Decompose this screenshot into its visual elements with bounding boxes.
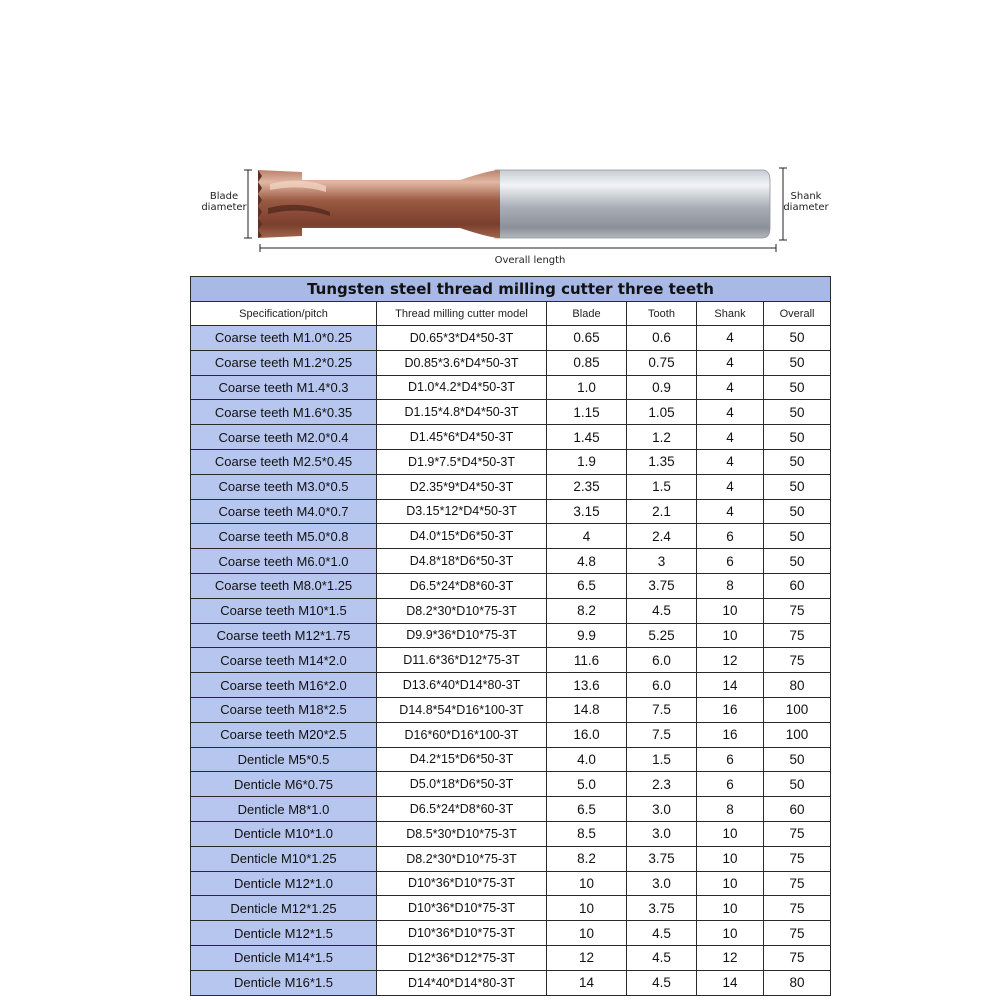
table-row (191, 499, 831, 524)
overall-cell: 50 (764, 772, 831, 797)
table-row (191, 846, 831, 871)
tooth-cell: 7.5 (627, 722, 697, 747)
blade-cell: 14.8 (547, 697, 627, 722)
spec-cell: Coarse teeth M5.0*0.8 (191, 524, 377, 549)
table-title-row (191, 277, 831, 302)
column-header-blade: Blade (547, 302, 627, 326)
tooth-cell: 3.75 (627, 896, 697, 921)
table-row (191, 400, 831, 425)
model-cell: D4.2*15*D6*50-3T (377, 747, 547, 772)
spec-cell: Denticle M16*1.5 (191, 970, 377, 995)
overall-cell: 50 (764, 326, 831, 351)
model-cell: D5.0*18*D6*50-3T (377, 772, 547, 797)
shank-cell: 10 (697, 896, 764, 921)
spec-cell: Denticle M10*1.0 (191, 821, 377, 846)
tooth-cell: 1.2 (627, 425, 697, 450)
model-cell: D10*36*D10*75-3T (377, 896, 547, 921)
shank-cell: 10 (697, 623, 764, 648)
blade-cell: 4.0 (547, 747, 627, 772)
model-cell: D8.2*30*D10*75-3T (377, 846, 547, 871)
tooth-cell: 2.3 (627, 772, 697, 797)
shank-cell: 10 (697, 871, 764, 896)
model-cell: D0.85*3.6*D4*50-3T (377, 350, 547, 375)
model-cell: D1.15*4.8*D4*50-3T (377, 400, 547, 425)
blade-cell: 0.85 (547, 350, 627, 375)
table-row (191, 797, 831, 822)
table-row (191, 871, 831, 896)
blade-cell: 6.5 (547, 797, 627, 822)
overall-cell: 75 (764, 623, 831, 648)
shank-cell: 4 (697, 425, 764, 450)
tooth-cell: 4.5 (627, 970, 697, 995)
shank-cell: 4 (697, 326, 764, 351)
spec-cell: Denticle M8*1.0 (191, 797, 377, 822)
spec-cell: Coarse teeth M20*2.5 (191, 722, 377, 747)
shank-cell: 10 (697, 821, 764, 846)
blade-cell: 10 (547, 871, 627, 896)
table-row (191, 673, 831, 698)
spec-cell: Coarse teeth M4.0*0.7 (191, 499, 377, 524)
blade-cell: 16.0 (547, 722, 627, 747)
overall-cell: 50 (764, 474, 831, 499)
shank-cell: 4 (697, 474, 764, 499)
column-header-specification: Specification/pitch (191, 302, 377, 326)
model-cell: D1.45*6*D4*50-3T (377, 425, 547, 450)
table-row (191, 598, 831, 623)
model-cell: D14.8*54*D16*100-3T (377, 697, 547, 722)
table-row (191, 772, 831, 797)
spec-cell: Coarse teeth M3.0*0.5 (191, 474, 377, 499)
spec-cell: Coarse teeth M10*1.5 (191, 598, 377, 623)
overall-cell: 75 (764, 846, 831, 871)
model-cell: D1.0*4.2*D4*50-3T (377, 375, 547, 400)
model-cell: D3.15*12*D4*50-3T (377, 499, 547, 524)
column-header-shank: Shank (697, 302, 764, 326)
blade-cell: 13.6 (547, 673, 627, 698)
model-cell: D6.5*24*D8*60-3T (377, 797, 547, 822)
overall-cell: 60 (764, 797, 831, 822)
shank-cell: 4 (697, 499, 764, 524)
blade-cell: 2.35 (547, 474, 627, 499)
table-header-row (191, 302, 831, 326)
overall-cell: 50 (764, 499, 831, 524)
overall-cell: 50 (764, 524, 831, 549)
tooth-cell: 3.0 (627, 871, 697, 896)
tooth-cell: 4.5 (627, 598, 697, 623)
model-cell: D0.65*3*D4*50-3T (377, 326, 547, 351)
blade-cell: 0.65 (547, 326, 627, 351)
spec-cell: Coarse teeth M12*1.75 (191, 623, 377, 648)
blade-diameter-label: Blade diameter (201, 191, 247, 213)
tooth-cell: 0.9 (627, 375, 697, 400)
column-header-overall: Overall (764, 302, 831, 326)
blade-cell: 5.0 (547, 772, 627, 797)
tooth-cell: 2.4 (627, 524, 697, 549)
table-row (191, 474, 831, 499)
blade-cell: 10 (547, 896, 627, 921)
table-row (191, 524, 831, 549)
overall-cell: 75 (764, 945, 831, 970)
table-title: Tungsten steel thread milling cutter three teeth (191, 277, 831, 302)
spec-cell: Coarse teeth M1.4*0.3 (191, 375, 377, 400)
shank-cell: 4 (697, 350, 764, 375)
spec-cell: Denticle M12*1.0 (191, 871, 377, 896)
tooth-cell: 6.0 (627, 673, 697, 698)
overall-cell: 50 (764, 400, 831, 425)
overall-cell: 50 (764, 549, 831, 574)
spec-cell: Denticle M12*1.5 (191, 921, 377, 946)
table-row (191, 697, 831, 722)
model-cell: D8.2*30*D10*75-3T (377, 598, 547, 623)
overall-cell: 50 (764, 747, 831, 772)
model-cell: D12*36*D12*75-3T (377, 945, 547, 970)
spec-cell: Denticle M5*0.5 (191, 747, 377, 772)
overall-cell: 50 (764, 449, 831, 474)
overall-cell: 75 (764, 648, 831, 673)
shank-cell: 10 (697, 921, 764, 946)
model-cell: D4.0*15*D6*50-3T (377, 524, 547, 549)
overall-cell: 50 (764, 425, 831, 450)
spec-cell: Coarse teeth M16*2.0 (191, 673, 377, 698)
table-row (191, 648, 831, 673)
column-header-tooth: Tooth (627, 302, 697, 326)
shank-cell: 6 (697, 772, 764, 797)
tooth-cell: 4.5 (627, 945, 697, 970)
tooth-cell: 0.75 (627, 350, 697, 375)
table-body (191, 326, 831, 996)
table-row (191, 970, 831, 995)
blade-cell: 8.5 (547, 821, 627, 846)
table-row (191, 821, 831, 846)
shank-cell: 10 (697, 598, 764, 623)
spec-cell: Denticle M10*1.25 (191, 846, 377, 871)
spec-cell: Coarse teeth M1.2*0.25 (191, 350, 377, 375)
spec-cell: Coarse teeth M2.0*0.4 (191, 425, 377, 450)
tooth-cell: 4.5 (627, 921, 697, 946)
table-row (191, 425, 831, 450)
blade-cell: 11.6 (547, 648, 627, 673)
overall-cell: 80 (764, 673, 831, 698)
model-cell: D10*36*D10*75-3T (377, 871, 547, 896)
shank-cell: 6 (697, 524, 764, 549)
tooth-cell: 6.0 (627, 648, 697, 673)
shank-cell: 6 (697, 549, 764, 574)
shank-cell: 10 (697, 846, 764, 871)
overall-cell: 75 (764, 896, 831, 921)
blade-cell: 1.0 (547, 375, 627, 400)
table-row (191, 350, 831, 375)
overall-cell: 100 (764, 697, 831, 722)
blade-cell: 10 (547, 921, 627, 946)
table-row (191, 747, 831, 772)
model-cell: D4.8*18*D6*50-3T (377, 549, 547, 574)
spec-cell: Coarse teeth M14*2.0 (191, 648, 377, 673)
overall-cell: 75 (764, 821, 831, 846)
model-cell: D14*40*D14*80-3T (377, 970, 547, 995)
tooth-cell: 3.0 (627, 797, 697, 822)
tooth-cell: 7.5 (627, 697, 697, 722)
shank-cell: 16 (697, 697, 764, 722)
model-cell: D8.5*30*D10*75-3T (377, 821, 547, 846)
tooth-cell: 3.75 (627, 573, 697, 598)
blade-cell: 14 (547, 970, 627, 995)
blade-cell: 12 (547, 945, 627, 970)
tool-diagram (0, 150, 1000, 275)
specification-table (190, 276, 831, 996)
model-cell: D6.5*24*D8*60-3T (377, 573, 547, 598)
spec-cell: Coarse teeth M18*2.5 (191, 697, 377, 722)
tooth-cell: 0.6 (627, 326, 697, 351)
blade-cell: 1.9 (547, 449, 627, 474)
model-cell: D1.9*7.5*D4*50-3T (377, 449, 547, 474)
overall-length-label: Overall length (494, 255, 566, 266)
column-header-model: Thread milling cutter model (377, 302, 547, 326)
shank-cell: 14 (697, 970, 764, 995)
spec-cell: Denticle M6*0.75 (191, 772, 377, 797)
tooth-cell: 5.25 (627, 623, 697, 648)
shank-cell: 8 (697, 573, 764, 598)
tooth-cell: 1.5 (627, 747, 697, 772)
spec-cell: Coarse teeth M2.5*0.45 (191, 449, 377, 474)
spec-cell: Coarse teeth M6.0*1.0 (191, 549, 377, 574)
spec-cell: Denticle M14*1.5 (191, 945, 377, 970)
model-cell: D11.6*36*D12*75-3T (377, 648, 547, 673)
overall-cell: 75 (764, 598, 831, 623)
spec-cell: Coarse teeth M1.6*0.35 (191, 400, 377, 425)
model-cell: D9.9*36*D10*75-3T (377, 623, 547, 648)
model-cell: D16*60*D16*100-3T (377, 722, 547, 747)
spec-cell: Coarse teeth M8.0*1.25 (191, 573, 377, 598)
shank-diameter-label: Shank diameter (783, 191, 829, 213)
tooth-cell: 3 (627, 549, 697, 574)
model-cell: D10*36*D10*75-3T (377, 921, 547, 946)
overall-cell: 50 (764, 350, 831, 375)
blade-cell: 4.8 (547, 549, 627, 574)
table-row (191, 623, 831, 648)
blade-cell: 1.15 (547, 400, 627, 425)
blade-cell: 9.9 (547, 623, 627, 648)
overall-cell: 100 (764, 722, 831, 747)
table-row (191, 921, 831, 946)
spec-cell: Coarse teeth M1.0*0.25 (191, 326, 377, 351)
shank-cell: 4 (697, 375, 764, 400)
shank-cell: 6 (697, 747, 764, 772)
tooth-cell: 1.05 (627, 400, 697, 425)
shank-cell: 14 (697, 673, 764, 698)
blade-cell: 8.2 (547, 598, 627, 623)
table-row (191, 945, 831, 970)
shank-cell: 8 (697, 797, 764, 822)
overall-cell: 80 (764, 970, 831, 995)
model-cell: D2.35*9*D4*50-3T (377, 474, 547, 499)
shank-cell: 4 (697, 449, 764, 474)
spec-cell: Denticle M12*1.25 (191, 896, 377, 921)
table-row (191, 722, 831, 747)
table-row (191, 326, 831, 351)
tooth-cell: 1.5 (627, 474, 697, 499)
tooth-cell: 1.35 (627, 449, 697, 474)
table-row (191, 573, 831, 598)
shank-cell: 12 (697, 648, 764, 673)
blade-cell: 1.45 (547, 425, 627, 450)
overall-cell: 50 (764, 375, 831, 400)
table-row (191, 449, 831, 474)
shank-cell: 12 (697, 945, 764, 970)
overall-cell: 75 (764, 871, 831, 896)
shank-cell: 16 (697, 722, 764, 747)
blade-cell: 4 (547, 524, 627, 549)
overall-cell: 75 (764, 921, 831, 946)
shank-cell: 4 (697, 400, 764, 425)
tooth-cell: 3.75 (627, 846, 697, 871)
model-cell: D13.6*40*D14*80-3T (377, 673, 547, 698)
blade-cell: 8.2 (547, 846, 627, 871)
table-row (191, 896, 831, 921)
blade-cell: 3.15 (547, 499, 627, 524)
tooth-cell: 3.0 (627, 821, 697, 846)
table-row (191, 549, 831, 574)
blade-cell: 6.5 (547, 573, 627, 598)
overall-cell: 60 (764, 573, 831, 598)
tooth-cell: 2.1 (627, 499, 697, 524)
table-row (191, 375, 831, 400)
